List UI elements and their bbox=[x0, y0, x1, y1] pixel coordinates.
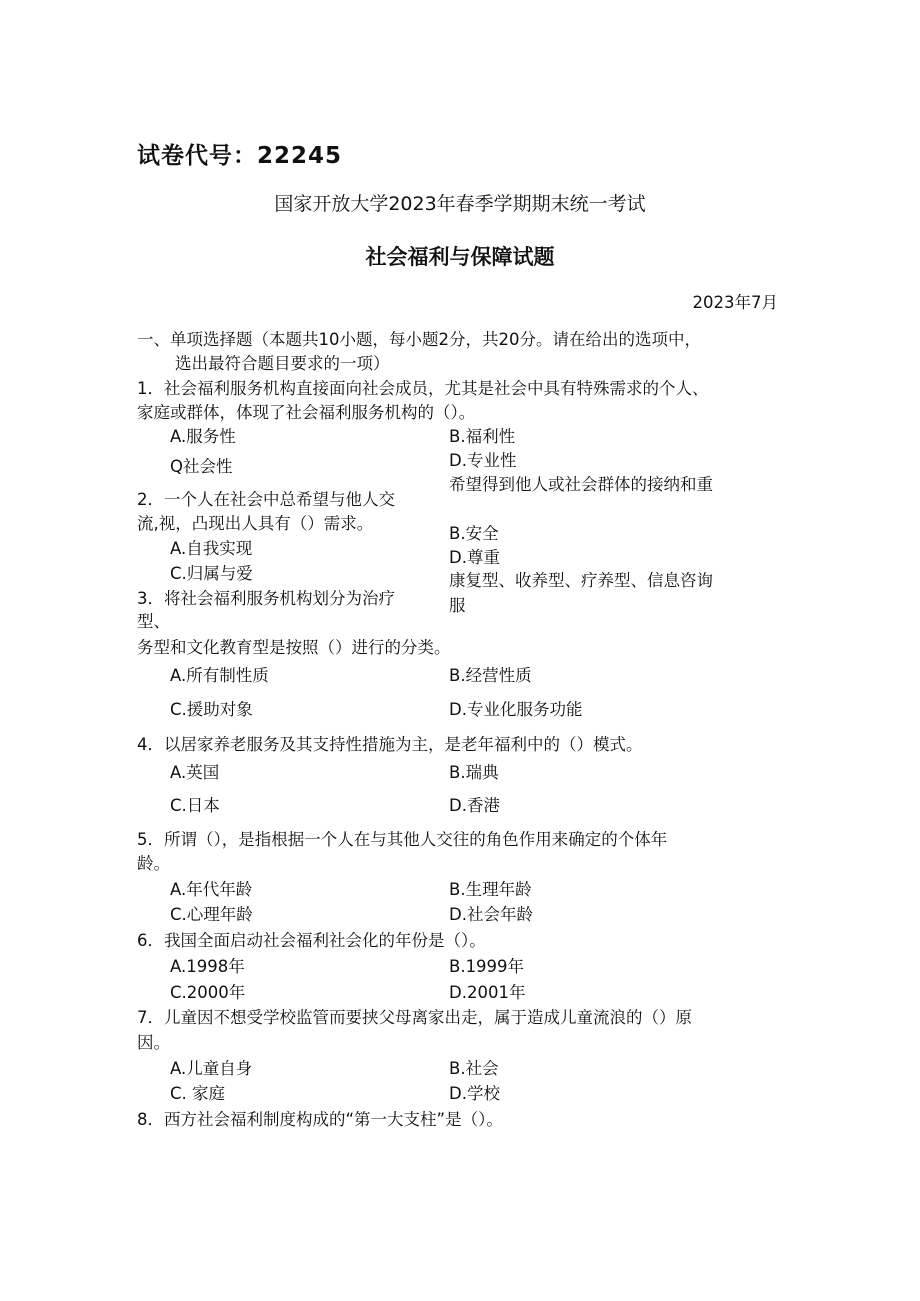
question-8-text: 8．西方社会福利制度构成的“第一大支柱”是（）。 bbox=[137, 1110, 503, 1129]
question-3-option-a: A.所有制性质 bbox=[170, 666, 269, 685]
question-7-option-c: C. 家庭 bbox=[170, 1084, 226, 1103]
question-2-text: 2．一个人在社会中总希望与他人交 bbox=[137, 490, 395, 509]
question-4-option-d: D.香港 bbox=[449, 796, 500, 815]
question-1-option-a: A.服务性 bbox=[170, 427, 236, 446]
question-5-option-a: A.年代年龄 bbox=[170, 880, 253, 899]
question-7-option-b: B.社会 bbox=[449, 1059, 499, 1078]
question-1-option-b: B.福利性 bbox=[449, 427, 516, 446]
question-3-text-cont: 务型和文化教育型是按照（）进行的分类。 bbox=[137, 638, 451, 657]
section-heading-cont: 选出最符合题目要求的一项） bbox=[175, 354, 390, 373]
question-5-option-d: D.社会年龄 bbox=[449, 905, 533, 924]
question-1-option-c: Q社会性 bbox=[170, 457, 233, 476]
question-3-option-b: B.经营性质 bbox=[449, 666, 532, 685]
question-5-text-cont: 龄。 bbox=[137, 854, 170, 873]
question-4-option-b: B.瑞典 bbox=[449, 763, 499, 782]
exam-title: 国家开放大学2023年春季学期期末统一考试 bbox=[274, 193, 646, 215]
question-3-text-right: 康复型、收养型、疗养型、信息咨询 bbox=[449, 571, 713, 590]
section-heading: 一、单项选择题（本题共10小题，每小题2分，共20分。请在给出的选项中， bbox=[137, 330, 701, 349]
question-3-option-c: C.援助对象 bbox=[170, 700, 253, 719]
question-2-text-right: 希望得到他人或社会群体的接纳和重 bbox=[449, 475, 713, 494]
question-6-option-b: B.1999年 bbox=[449, 957, 525, 976]
question-2-option-d: D.尊重 bbox=[449, 548, 500, 567]
question-7-option-d: D.学校 bbox=[449, 1084, 500, 1103]
question-3-text-right-cont: 服 bbox=[449, 596, 466, 615]
question-6-option-d: D.2001年 bbox=[449, 983, 526, 1002]
question-7-text-cont: 因。 bbox=[137, 1033, 170, 1052]
question-7-option-a: A.儿童自身 bbox=[170, 1059, 253, 1078]
question-3-text: 3．将社会福利服务机构划分为治疗 bbox=[137, 589, 395, 608]
question-1-text: 1．社会福利服务机构直接面向社会成员，尤其是社会中具有特殊需求的个人、 bbox=[137, 379, 709, 398]
question-3-option-d: D.专业化服务功能 bbox=[449, 700, 583, 719]
question-6-option-c: C.2000年 bbox=[170, 983, 246, 1002]
question-2-option-b: B.安全 bbox=[449, 524, 499, 543]
question-2-option-a: A.自我实现 bbox=[170, 539, 253, 558]
question-1-text-cont: 家庭或群体，体现了社会福利服务机构的（）。 bbox=[137, 403, 476, 422]
question-3-text-wrap: 型、 bbox=[137, 612, 170, 631]
question-7-text: 7．儿童因不想受学校监管而要挟父母离家出走，属于造成儿童流浪的（）原 bbox=[137, 1008, 692, 1027]
question-5-option-b: B.生理年龄 bbox=[449, 880, 532, 899]
question-4-text: 4．以居家养老服务及其支持性措施为主，是老年福利中的（）模式。 bbox=[137, 735, 643, 754]
question-2-option-c: C.归属与爱 bbox=[170, 564, 253, 583]
question-2-text-cont: 流,视，凸现出人具有（）需求。 bbox=[137, 514, 374, 533]
question-6-option-a: A.1998年 bbox=[170, 957, 245, 976]
subject-title: 社会福利与保障试题 bbox=[365, 245, 555, 269]
question-5-text: 5．所谓（），是指根据一个人在与其他人交往的角色作用来确定的个体年 bbox=[137, 830, 668, 849]
exam-date: 2023年7月 bbox=[692, 293, 778, 312]
question-4-option-a: A.英国 bbox=[170, 763, 220, 782]
question-6-text: 6．我国全面启动社会福利社会化的年份是（）。 bbox=[137, 931, 486, 950]
question-4-option-c: C.日本 bbox=[170, 796, 220, 815]
question-5-option-c: C.心理年龄 bbox=[170, 905, 253, 924]
question-1-option-d: D.专业性 bbox=[449, 451, 517, 470]
exam-code: 试卷代号：22245 bbox=[137, 143, 343, 169]
